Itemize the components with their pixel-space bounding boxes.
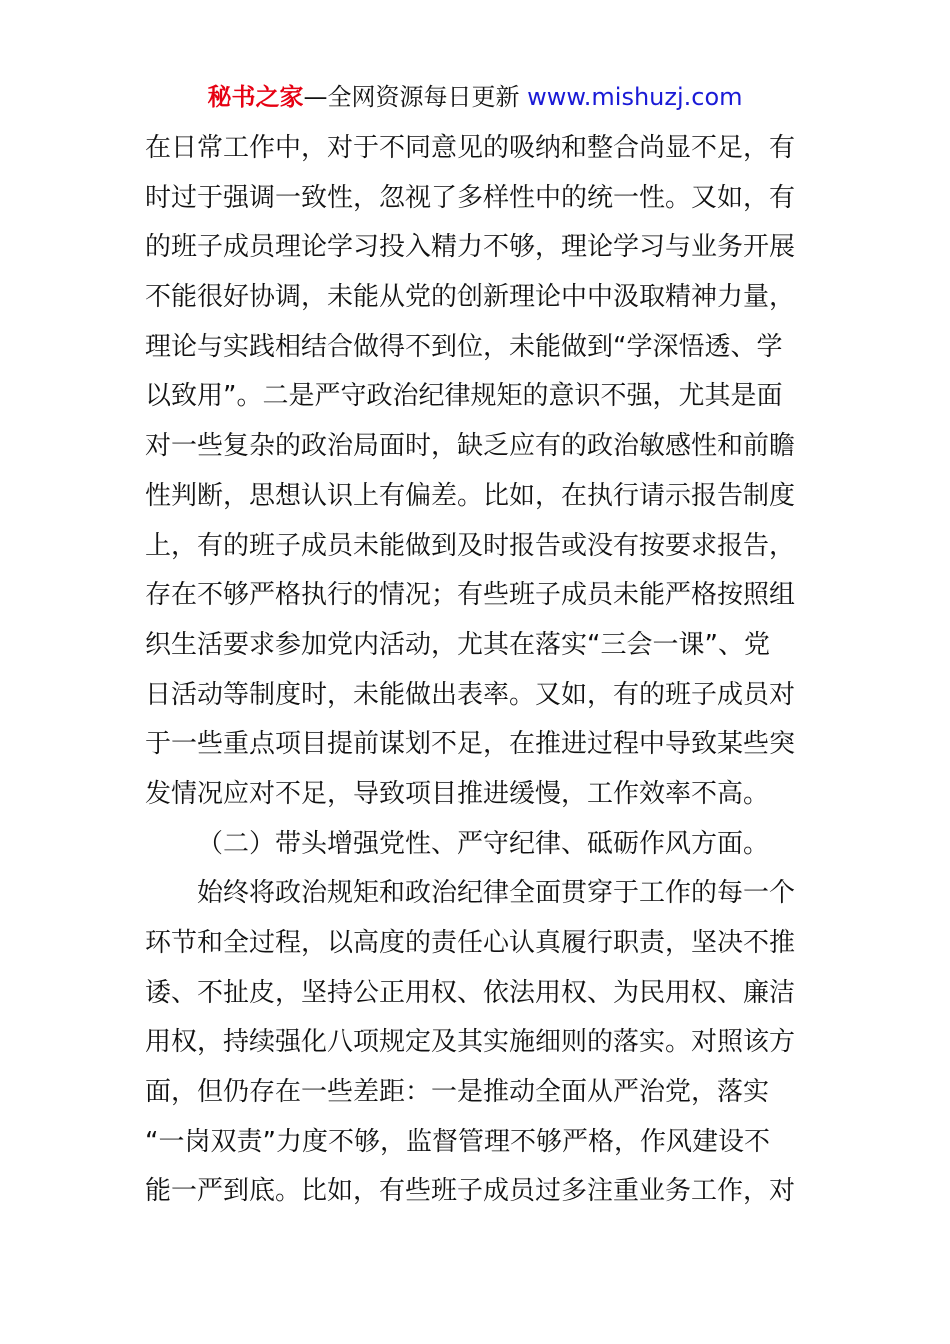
text-line: 对一些复杂的政治局面时，缺乏应有的政治敏感性和前瞻: [145, 431, 796, 462]
text-line: “一岗双责”力度不够，监督管理不够严格，作风建设不: [145, 1126, 770, 1157]
text-line: 在日常工作中，对于不同意见的吸纳和整合尚显不足，有: [145, 133, 796, 163]
text-line: （二）带头增强党性、严守纪律、砥砺作风方面。: [197, 828, 770, 859]
text-line: 织生活要求参加党内活动，尤其在落实“三会一课”、党: [145, 629, 770, 660]
text-line: 面，但仍存在一些差距：一是推动全面从严治党，落实: [145, 1077, 770, 1108]
text-line: 理论与实践相结合做得不到位，未能做到“学深悟透、学: [145, 331, 783, 362]
text-line: 于一些重点项目提前谋划不足，在推进过程中导致某些突: [145, 729, 796, 760]
text-line: 上，有的班子成员未能做到及时报告或没有按要求报告，: [145, 530, 796, 561]
document-body: [145, 124, 809, 1217]
site-brand: 秘书之家: [207, 83, 304, 111]
text-line: 的班子成员理论学习投入精力不够，理论学习与业务开展: [145, 232, 796, 263]
text-line: 存在不够严格执行的情况；有些班子成员未能严格按照组: [145, 580, 796, 611]
site-url[interactable]: www.mishuzj.com: [527, 83, 743, 111]
text-line: 能一严到底。比如，有些班子成员过多注重业务工作，对: [145, 1176, 796, 1207]
text-line: 始终将政治规矩和政治纪律全面贯穿于工作的每一个: [197, 878, 796, 909]
text-line: 日活动等制度时，未能做出表率。又如，有的班子成员对: [145, 679, 796, 710]
text-line: 时过于强调一致性，忽视了多样性中的统一性。又如，有: [145, 182, 796, 213]
text-line: 用权，持续强化八项规定及其实施细则的落实。对照该方: [145, 1027, 796, 1058]
text-line: 发情况应对不足，导致项目推进缓慢，工作效率不高。: [145, 778, 770, 809]
site-tagline: —全网资源每日更新: [303, 83, 520, 111]
text-line: 环节和全过程，以高度的责任心认真履行职责，坚决不推: [145, 928, 796, 958]
text-line: 诿、不扯皮，坚持公正用权、依法用权、为民用权、廉洁: [145, 977, 796, 1008]
text-line: 以致用”。二是严守政治纪律规矩的意识不强，尤其是面: [145, 381, 783, 412]
page-header: [0, 80, 950, 114]
text-line: 性判断，思想认识上有偏差。比如，在执行请示报告制度: [145, 480, 796, 511]
text-line: 不能很好协调，未能从党的创新理论中中汲取精神力量，: [145, 282, 796, 313]
